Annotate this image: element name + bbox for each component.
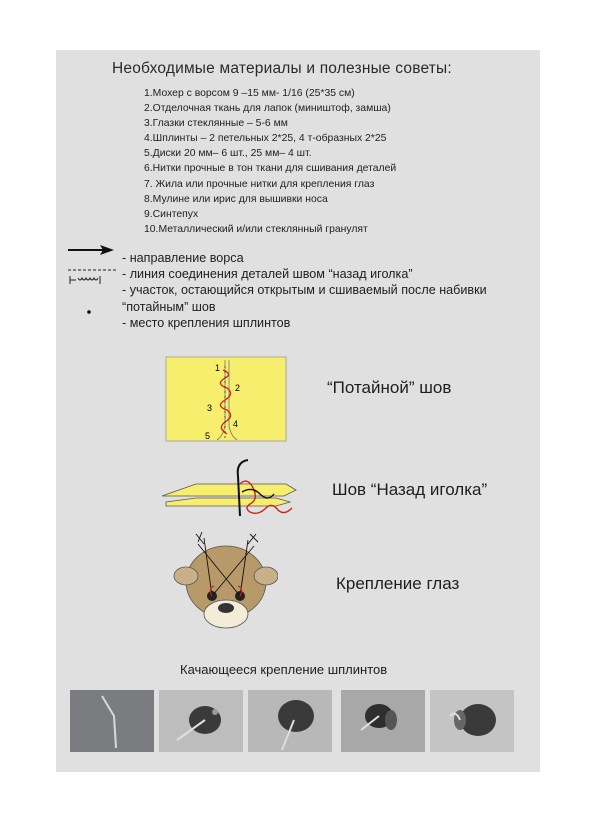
material-item: 10.Металлический и/или стеклянный гранулят xyxy=(144,223,368,235)
material-item: 7. Жила или прочные нитки для крепления глаз xyxy=(144,178,375,190)
stitch-number: 4 xyxy=(233,419,239,429)
stitch-number: 5 xyxy=(205,431,211,441)
legend-joint-place: - место крепления шплинтов xyxy=(122,315,291,330)
legend-pile-direction: - направление ворса xyxy=(122,251,244,265)
material-item: 5.Диски 20 мм– 6 шт., 25 мм– 4 шт. xyxy=(144,148,312,160)
joint-photo-3 xyxy=(248,690,332,752)
material-item: 6.Нитки прочные в тон ткани для сшивания деталей xyxy=(144,163,397,175)
joint-photo-1 xyxy=(70,690,154,752)
stitch-number: 2 xyxy=(235,383,241,393)
eyes-label: Крепление глаз xyxy=(336,574,460,593)
stitch-number: 1 xyxy=(215,363,221,373)
material-item: 8.Мулине или ирис для вышивки носа xyxy=(144,193,328,205)
backstitch-line-icon xyxy=(66,264,122,288)
material-item: 3.Глазки стеклянные – 5-6 мм xyxy=(144,118,288,130)
materials-list xyxy=(144,86,396,237)
eyes-attachment-diagram xyxy=(168,530,278,640)
hidden-stitch-diagram xyxy=(165,356,287,442)
material-item: 2.Отделочная ткань для лапок (миништоф, замша) xyxy=(144,103,391,115)
material-item: 9.Синтепух xyxy=(144,208,199,220)
dot-icon xyxy=(84,307,94,317)
stitch-number: 3 xyxy=(207,403,213,413)
joint-photo-4 xyxy=(341,690,425,752)
joint-photo-5 xyxy=(430,690,514,752)
legend-open-section: - участок, остающийся открытым и сшиваемый после набивки xyxy=(122,283,487,298)
arrow-icon xyxy=(66,243,116,257)
joint-photo-2 xyxy=(159,690,243,752)
materials-title: Необходимые материалы и полезные советы: xyxy=(112,60,452,77)
backstitch-label: Шов “Назад иголка” xyxy=(332,480,488,499)
photos-title: Качающееся крепление шплинтов xyxy=(180,662,388,677)
material-item: 1.Мохер с ворсом 9 –15 мм- 1/16 (25*35 см) xyxy=(144,88,355,99)
legend-open-section-cont: “потайным” шов xyxy=(122,299,216,314)
legend-backstitch: - линия соединения деталей швом “назад иголка” xyxy=(122,267,413,282)
material-item: 4.Шплинты – 2 петельных 2*25, 4 т-образных 2*25 xyxy=(144,133,387,145)
legend-list xyxy=(122,250,487,331)
hidden-stitch-label: “Потайной” шов xyxy=(327,378,452,397)
backstitch-diagram xyxy=(156,456,302,520)
